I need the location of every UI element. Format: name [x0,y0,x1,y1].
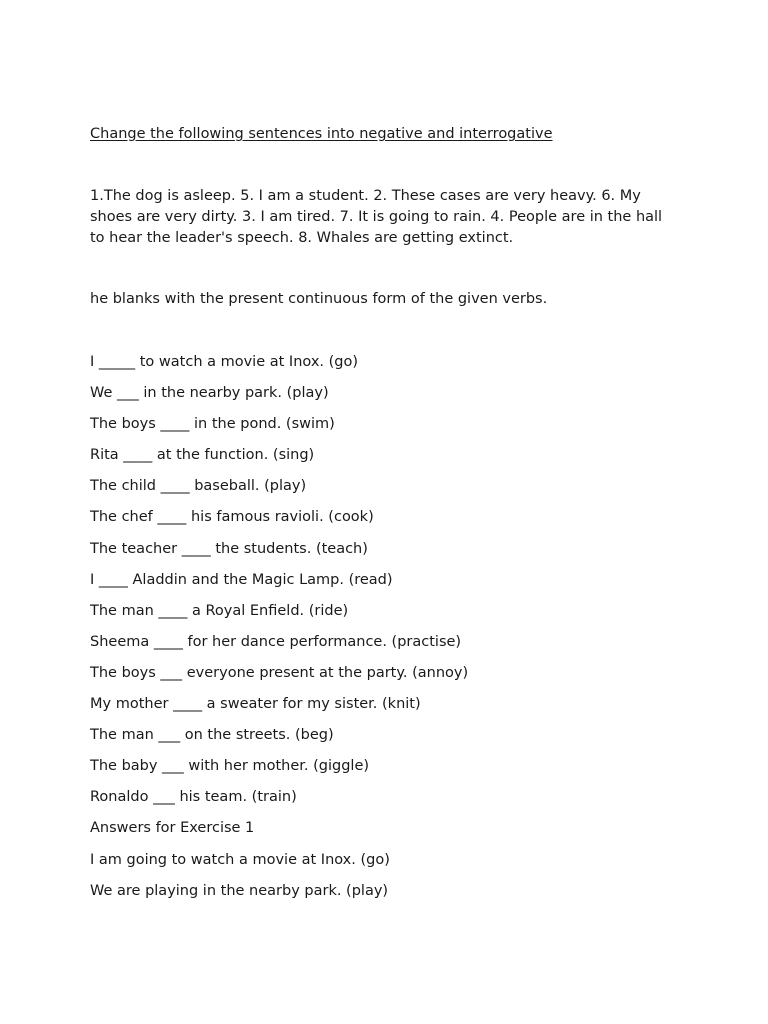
exercise-line: The baby ___ with her mother. (giggle) [90,758,370,775]
exercise-instruction: he blanks with the present continuous form of the given verbs. [90,291,548,307]
exercise-line: The child ____ baseball. (play) [90,478,307,495]
exercise-heading: Change the following sentences into negative and interrogative [90,126,553,142]
exercise-line: We ___ in the nearby park. (play) [90,385,329,402]
exercise-lines [90,352,468,912]
exercise-line: My mother ____ a sweater for my sister. (knit) [90,696,421,713]
exercise-line: I _____ to watch a movie at Inox. (go) [90,354,359,370]
exercise-line: Rita ____ at the function. (sing) [90,447,315,464]
exercise-line: Sheema ____ for her dance performance. (practise) [90,633,462,650]
exercise-line: The chef ____ his famous ravioli. (cook) [90,509,374,526]
exercise-line: The man ___ on the streets. (beg) [90,727,334,744]
answers-heading: Answers for Exercise 1 [90,820,255,837]
exercise-line: The teacher ____ the students. (teach) [90,540,368,557]
answer-line: I am going to watch a movie at Inox. (go) [90,851,390,868]
sentences-paragraph: 1.The dog is asleep. 5. I am a student. 2. These cases are very heavy. 6. My shoes are very dirty. 3. I am tired. 7. It is going to rain. 4. People are in the hall to hear the leader's speech. 8. Whales are getting extinct. [90,188,663,246]
answer-line: We are playing in the nearby park. (play) [90,882,389,899]
exercise-line: The man ____ a Royal Enfield. (ride) [90,602,349,619]
exercise-line: The boys ____ in the pond. (swim) [90,416,335,433]
exercise-line: The boys ___ everyone present at the party. (annoy) [90,664,469,681]
exercise-line: I ____ Aladdin and the Magic Lamp. (read) [90,571,393,588]
exercise-line: Ronaldo ___ his team. (train) [90,789,297,806]
